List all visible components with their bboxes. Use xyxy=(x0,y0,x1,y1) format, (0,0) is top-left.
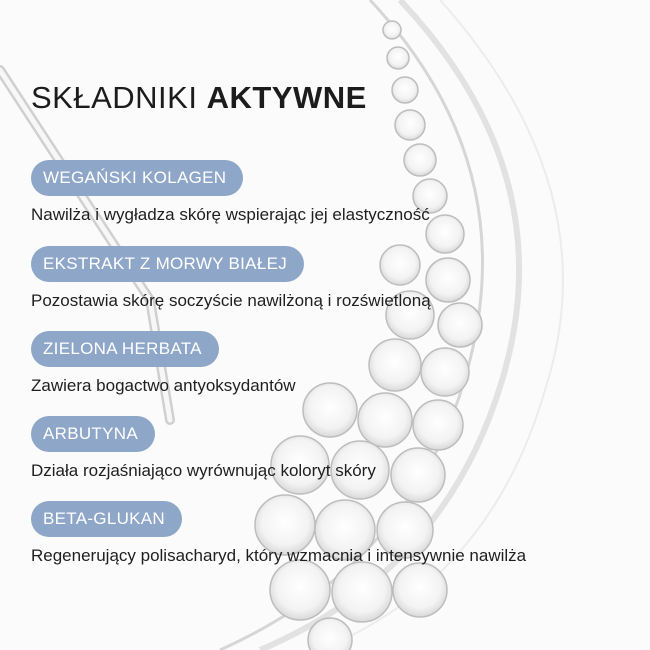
ingredient-item xyxy=(31,246,431,311)
ingredient-badge: BETA-GLUKAN xyxy=(31,501,182,537)
page-title xyxy=(31,80,367,116)
title-light: SKŁADNIKI xyxy=(31,80,198,115)
ingredient-description: Regenerujący polisacharyd, który wzmacnia i intensywnie nawilża xyxy=(31,546,527,565)
ingredient-badge: ARBUTYNA xyxy=(31,416,155,452)
ingredient-badge: WEGAŃSKI KOLAGEN xyxy=(31,160,243,196)
ingredient-description: Nawilża i wygładza skórę wspierając jej elastyczność xyxy=(31,205,430,224)
ingredient-item xyxy=(31,501,526,566)
ingredient-item xyxy=(31,331,296,396)
ingredient-description: Pozostawia skórę soczyście nawilżoną i rozświetloną xyxy=(31,291,431,310)
title-bold: AKTYWNE xyxy=(206,80,367,115)
ingredient-description: Działa rozjaśniająco wyrównując koloryt skóry xyxy=(31,461,376,480)
ingredient-badge: EKSTRAKT Z MORWY BIAŁEJ xyxy=(31,246,304,282)
ingredient-badge: ZIELONA HERBATA xyxy=(31,331,219,367)
ingredient-item xyxy=(31,416,376,481)
ingredient-description: Zawiera bogactwo antyoksydantów xyxy=(31,376,296,395)
ingredient-item xyxy=(31,160,430,225)
